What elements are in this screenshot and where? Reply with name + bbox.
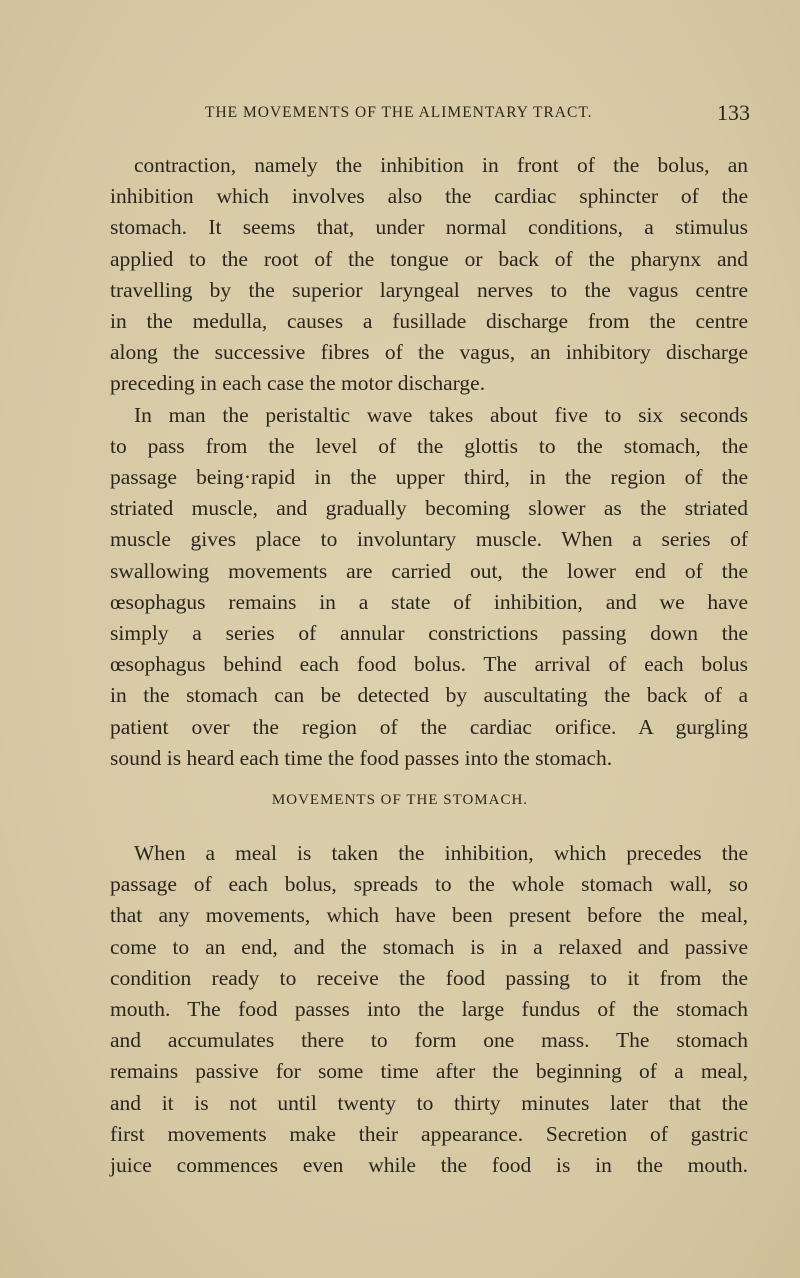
text-line: condition ready to receive the food passing to it from the: [110, 965, 748, 990]
text-line: stomach. It seems that, under normal conditions, a stimulus: [110, 215, 748, 240]
page-number: 133: [717, 100, 750, 125]
text-line: and it is not until twenty to thirty minutes later that the: [110, 1090, 748, 1115]
running-header: [205, 100, 750, 128]
text-line: When a meal is taken the inhibition, which precedes the: [134, 841, 748, 865]
text-line: mouth. The food passes into the large fundus of the stomach: [110, 997, 748, 1021]
text-line: inhibition which involves also the cardiac sphincter of the: [110, 184, 748, 209]
text-line: preceding in each case the motor discharge.: [110, 371, 486, 396]
text-line: that any movements, which have been present before the meal,: [110, 903, 748, 928]
text-line: in the medulla, causes a fusillade discharge from the centre: [110, 309, 748, 333]
text-line: passage of each bolus, spreads to the whole stomach wall, so: [110, 872, 748, 897]
text-line: striated muscle, and gradually becoming slower as the striated: [110, 496, 748, 521]
text-line: juice commences even while the food is in the mouth.: [110, 1153, 748, 1177]
text-line: along the successive fibres of the vagus, an inhibitory discharge: [110, 340, 748, 365]
text-line: swallowing movements are carried out, the lower end of the: [110, 558, 748, 583]
text-line: to pass from the level of the glottis to the stomach, the: [110, 433, 748, 458]
text-line: first movements make their appearance. Secretion of gastric: [110, 1121, 748, 1146]
text-line: In man the peristaltic wave takes about five to six seconds: [134, 402, 748, 427]
text-line: muscle gives place to involuntary muscle. When a series of: [110, 527, 748, 552]
text-line: applied to the root of the tongue or back of the pharynx and: [110, 246, 748, 271]
text-line: simply a series of annular constrictions passing down the: [110, 621, 748, 645]
section-heading: MOVEMENTS OF THE STOMACH.: [271, 792, 529, 808]
text-line: in the stomach can be detected by auscultating the back of a: [110, 683, 748, 708]
text-line: come to an end, and the stomach is in a relaxed and passive: [110, 934, 748, 959]
text-line: contraction, namely the inhibition in front of the bolus, an: [134, 153, 748, 177]
text-line: patient over the region of the cardiac orifice. A gurgling: [110, 714, 748, 739]
text-line: and accumulates there to form one mass. The stomach: [110, 1028, 748, 1053]
text-line: remains passive for some time after the beginning of a meal,: [110, 1059, 748, 1084]
text-line: travelling by the superior laryngeal nerves to the vagus centre: [110, 277, 748, 302]
text-line: œsophagus behind each food bolus. The arrival of each bolus: [110, 652, 748, 677]
text-line: œsophagus remains in a state of inhibition, and we have: [110, 589, 748, 614]
running-title: THE MOVEMENTS OF THE ALIMENTARY TRACT.: [205, 104, 593, 121]
text-line: sound is heard each time the food passes into the stomach.: [110, 745, 613, 770]
text-line: passage being·rapid in the upper third, in the region of the: [110, 465, 748, 489]
